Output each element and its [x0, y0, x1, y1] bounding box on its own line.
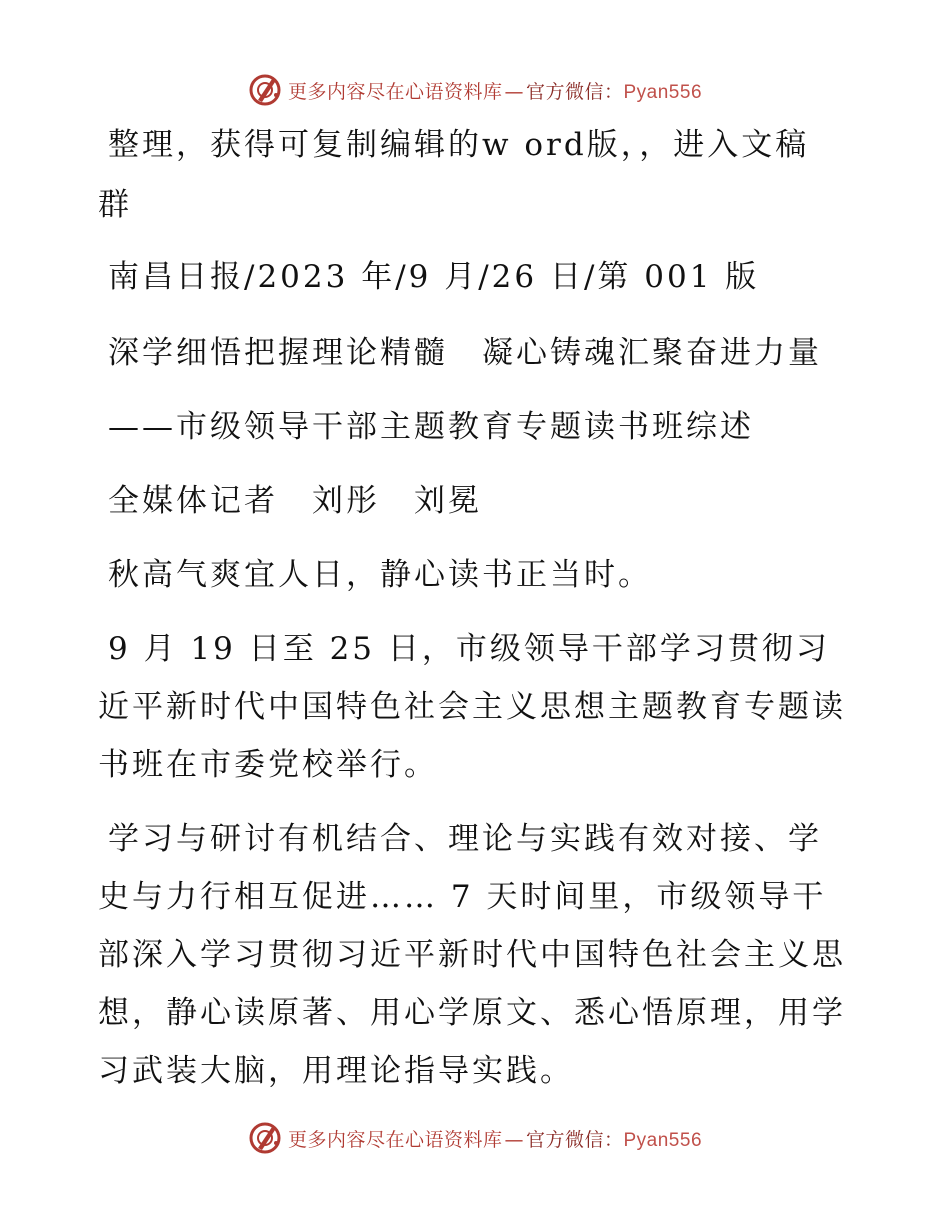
banner-main-text: 更多内容尽在心语资料库 [287, 80, 503, 103]
text-line: 想，静心读原著、用心学原文、悉心悟原理，用学 [98, 995, 846, 1031]
article-title: 深学细悟把握理论精髓 凝心铸魂汇聚奋进力量 [108, 335, 822, 371]
banner-separator: — [504, 80, 524, 103]
dateline: 南昌日报/2023 年/9 月/26 日/第 001 版 [108, 259, 760, 295]
banner-main-text: 更多内容尽在心语资料库 [287, 1128, 503, 1151]
text-line: 学习与研讨有机结合、理论与实践有效对接、学 [108, 821, 822, 857]
banner-text [288, 1125, 702, 1152]
banner-wechat-id: Pyan556 [623, 81, 703, 103]
text-line: 习武装大脑，用理论指导实践。 [98, 1053, 574, 1089]
footer-watermark-banner [0, 1118, 950, 1158]
text-line: 秋高气爽宜人日，静心读书正当时。 [108, 557, 652, 593]
banner-official-label: 官方微信： [525, 80, 624, 103]
text-line: 整理，获得可复制编辑的w ord版，，进入文稿 [108, 127, 810, 163]
brand-logo-icon [248, 1121, 282, 1155]
banner-wechat-id: Pyan556 [623, 1129, 703, 1151]
text-line: 近平新时代中国特色社会主义思想主题教育专题读 [98, 689, 846, 725]
byline: 全媒体记者 刘彤 刘冕 [108, 483, 482, 519]
text-line: 书班在市委党校举行。 [98, 747, 438, 783]
text-line: 史与力行相互促进…… 7 天时间里，市级领导干 [98, 879, 827, 915]
banner-official-label: 官方微信： [525, 1128, 624, 1151]
text-line: 部深入学习贯彻习近平新时代中国特色社会主义思 [98, 937, 846, 973]
banner-separator: — [504, 1128, 524, 1151]
text-line: 群 [98, 187, 132, 223]
article-subtitle: ——市级领导干部主题教育专题读书班综述 [108, 409, 754, 445]
text-line: 9 月 19 日至 25 日，市级领导干部学习贯彻习 [108, 631, 830, 667]
